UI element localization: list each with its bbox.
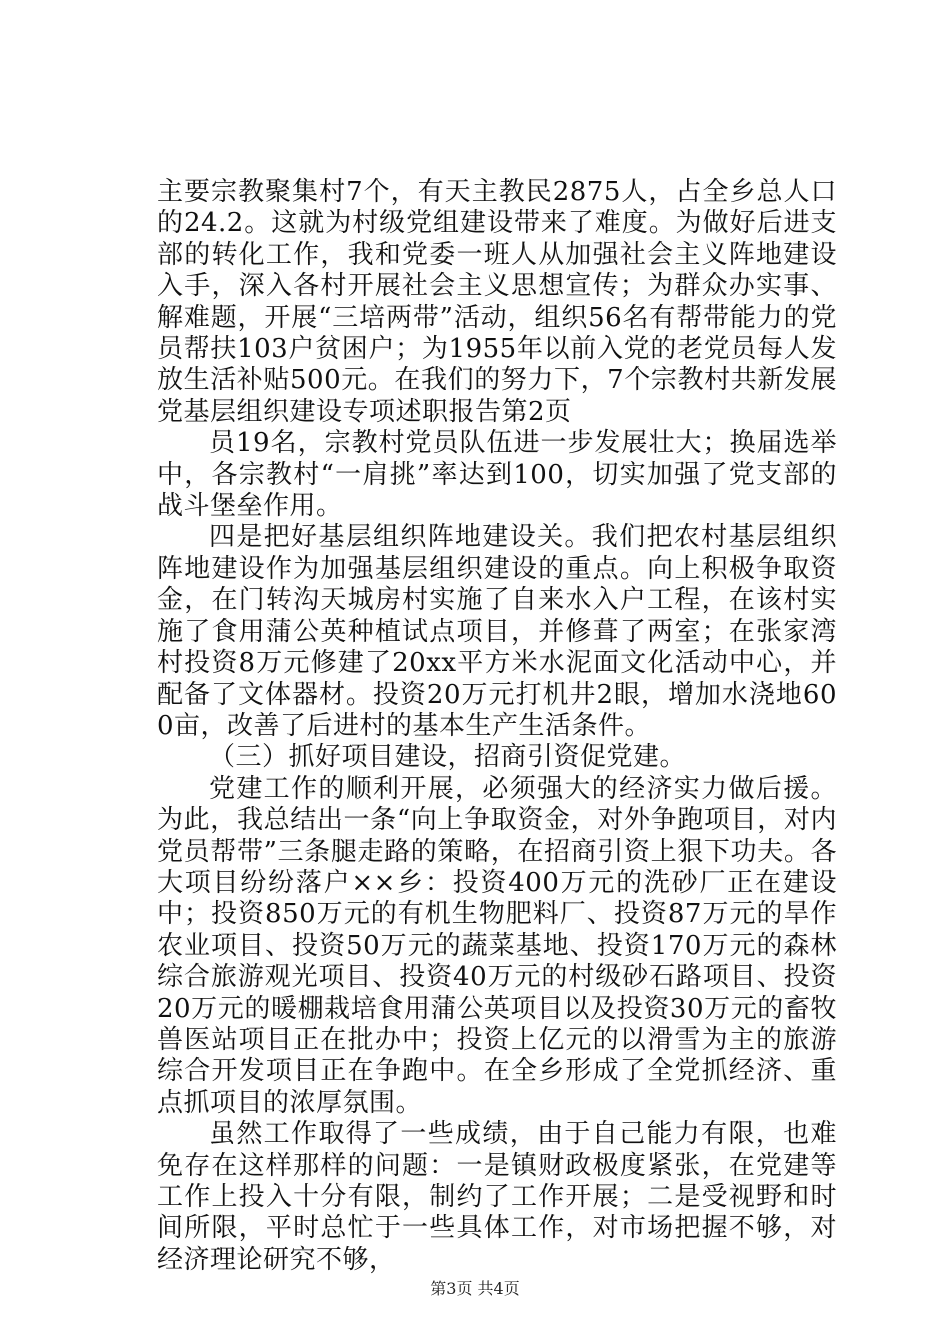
section-heading: （三）抓好项目建设，招商引资促党建。 bbox=[209, 742, 687, 773]
paragraph-6: 虽然工作取得了一些成绩，由于自己能力有限，也难免存在这样那样的问题：一是镇财政极度紧张，在党建等工作上投入十分有限，制约了工作开展；二是受视野和时间所限，平时总忙于一些具体工作，对市场把握不够，对经济理论研究不够， bbox=[157, 1119, 837, 1275]
page-footer: 第3页 共4页 bbox=[430, 1279, 520, 1298]
paragraph-2: 员19名，宗教村党员队伍进一步发展壮大；换届选举中，各宗教村“一肩挑”率达到100，切实加强了党支部的战斗堡垒作用。 bbox=[157, 428, 837, 522]
paragraph-5: 党建工作的顺利开展，必须强大的经济实力做后援。为此，我总结出一条“向上争取资金，对外争跑项目，对内党员帮带”三条腿走路的策略，在招商引资上狠下功夫。各大项目纷纷落户××乡：投资400万元的洗砂厂正在建设中；投资850万元的有机生物肥料厂、投资87万元的旱作农业项目、投资50万元的蔬菜基地、投资170万元的森林综合旅游观光项目、投资40万元的村级砂石路项目、投资20万元的暖棚栽培食用蒲公英项目以及投资30万元的畜牧兽医站项目正在批办中；投资上亿元的以滑雪为主的旅游综合开发项目正在争跑中。在全乡形成了全党抓经济、重点抓项目的浓厚氛围。 bbox=[157, 773, 837, 1118]
paragraph-3: 四是把好基层组织阵地建设关。我们把农村基层组织阵地建设作为加强基层组织建设的重点。向上积极争取资金，在门转沟天城房村实施了自来水入户工程，在该村实施了食用蒲公英种植试点项目，并修葺了两室；在张家湾村投资8万元修建了20xx平方米水泥面文化活动中心，并配备了文体器材。投资20万元打机井2眼，增加水浇地600亩，改善了后进村的基本生产生活条件。 bbox=[157, 522, 837, 741]
paragraph-1: 主要宗教聚集村7个，有天主教民2875人，占全乡总人口的24.2。这就为村级党组建设带来了难度。为做好后进支部的转化工作，我和党委一班人从加强社会主义阵地建设入手，深入各村开展社会主义思想宣传；为群众办实事、解难题，开展“三培两带”活动，组织56名有帮带能力的党员帮扶103户贫困户；为1955年以前入党的老党员每人发放生活补贴500元。在我们的努力下，7个宗教村共新发展党基层组织建设专项述职报告第2页 bbox=[157, 177, 837, 427]
document-body bbox=[157, 177, 837, 1276]
